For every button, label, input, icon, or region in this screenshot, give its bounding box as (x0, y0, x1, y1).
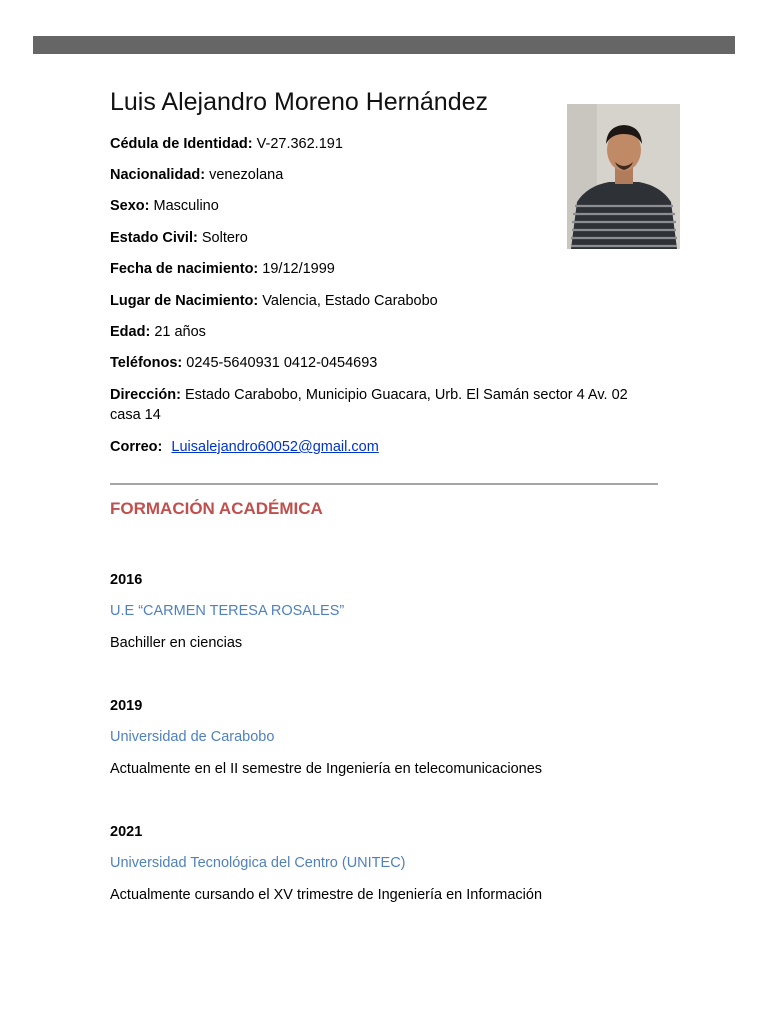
field-label: Nacionalidad: (110, 167, 206, 183)
field-value: 19/12/1999 (262, 261, 335, 277)
education-institution: U.E “CARMEN TERESA ROSALES” (110, 603, 345, 619)
field-correo (110, 437, 379, 457)
field-label: Dirección: (110, 387, 181, 403)
education-institution: Universidad de Carabobo (110, 729, 275, 745)
field-fecha-nacimiento (110, 259, 335, 279)
education-year: 2021 (110, 824, 143, 840)
field-edad (110, 322, 206, 342)
field-sexo (110, 196, 219, 216)
field-value: V-27.362.191 (256, 136, 343, 152)
field-label: Cédula de Identidad: (110, 136, 253, 152)
field-telefonos (110, 353, 377, 373)
field-label: Teléfonos: (110, 355, 183, 371)
person-photo-icon (567, 104, 680, 249)
field-label: Correo: (110, 439, 163, 455)
field-label: Estado Civil: (110, 230, 198, 246)
education-year: 2019 (110, 698, 143, 714)
education-description: Actualmente cursando el XV trimestre de Ingeniería en Información (110, 887, 543, 903)
profile-photo (567, 104, 680, 249)
field-label: Fecha de nacimiento: (110, 261, 259, 277)
education-year: 2016 (110, 572, 143, 588)
education-institution: Universidad Tecnológica del Centro (UNITEC) (110, 855, 406, 871)
header-bar (33, 36, 735, 54)
section-divider (110, 483, 658, 485)
field-direccion (110, 385, 655, 425)
field-value: venezolana (209, 167, 284, 183)
field-label: Edad: (110, 324, 151, 340)
field-value: 0245-5640931 0412-0454693 (186, 355, 378, 371)
email-link[interactable]: Luisalejandro60052@gmail.com (171, 439, 379, 455)
field-estado-civil (110, 228, 248, 248)
education-description: Bachiller en ciencias (110, 635, 243, 651)
field-nacionalidad (110, 165, 283, 185)
field-lugar-nacimiento (110, 291, 438, 311)
field-label: Sexo: (110, 198, 150, 214)
field-value: Soltero (201, 230, 248, 246)
person-name: Luis Alejandro Moreno Hernández (110, 88, 489, 116)
section-title: FORMACIÓN ACADÉMICA (110, 499, 323, 518)
field-value: 21 años (154, 324, 206, 340)
field-value: Estado Carabobo, Municipio Guacara, Urb. El Samán sector 4 Av. 02 casa 14 (110, 387, 628, 423)
field-value: Masculino (153, 198, 219, 214)
field-cedula (110, 134, 343, 154)
field-value: Valencia, Estado Carabobo (262, 293, 438, 309)
education-description: Actualmente en el II semestre de Ingeniería en telecomunicaciones (110, 761, 543, 777)
field-label: Lugar de Nacimiento: (110, 293, 259, 309)
